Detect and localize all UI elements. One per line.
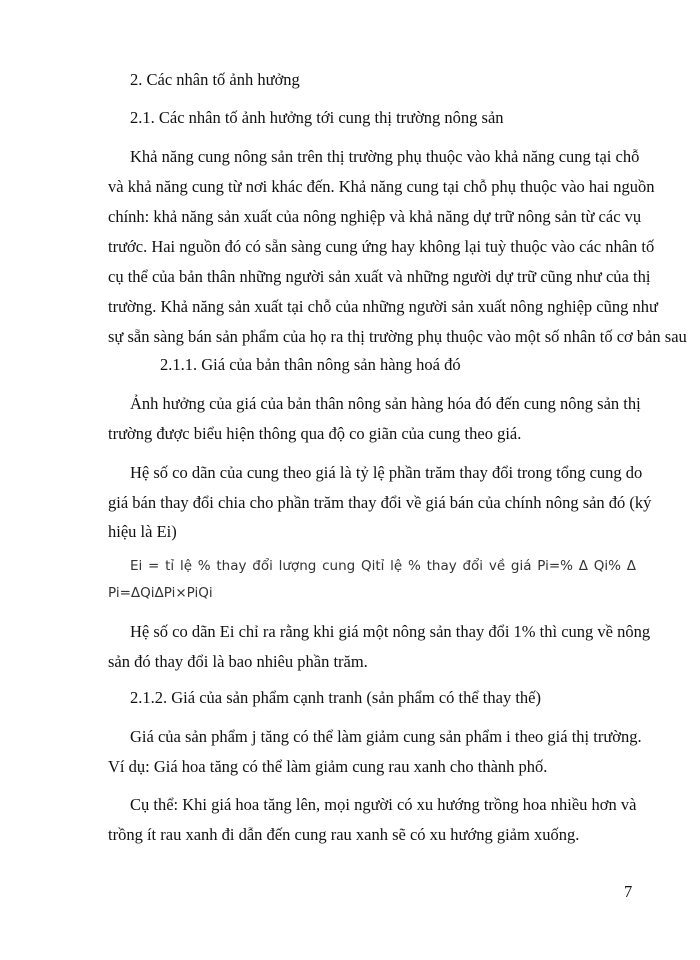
paragraph-line: Ví dụ: Giá hoa tăng có thể làm giảm cung rau xanh cho thành phố. bbox=[108, 757, 548, 776]
heading-section-2-1-1: 2.1.1. Giá của bản thân nông sản hàng hoá đó bbox=[160, 355, 461, 374]
paragraph-line: Cụ thể: Khi giá hoa tăng lên, mọi người có xu hướng trồng hoa nhiều hơn và bbox=[130, 795, 637, 814]
paragraph-line: cụ thể của bản thân những người sản xuất và những người dự trữ cũng như của thị bbox=[108, 267, 651, 286]
heading-section-2: 2. Các nhân tố ảnh hưởng bbox=[130, 70, 300, 89]
paragraph-line: và khả năng cung từ nơi khác đến. Khả năng cung tại chỗ phụ thuộc vào hai nguồn bbox=[108, 177, 655, 196]
paragraph-line: trường được biểu hiện thông qua độ co giãn của cung theo giá. bbox=[108, 424, 522, 443]
paragraph-line: trồng ít rau xanh đi dẫn đến cung rau xanh sẽ có xu hướng giảm xuống. bbox=[108, 825, 580, 844]
paragraph-line: trường. Khả năng sản xuất tại chỗ của những người sản xuất nông nghiệp cũng như bbox=[108, 297, 658, 316]
paragraph-line: trước. Hai nguồn đó có sẵn sàng cung ứng hay không lại tuỳ thuộc vào các nhân tố bbox=[108, 237, 655, 256]
formula-line: Pi=ΔQiΔPi×PiQi bbox=[108, 585, 213, 601]
paragraph-line: Hệ số co dãn Ei chỉ ra rằng khi giá một nông sản thay đổi 1% thì cung về nông bbox=[130, 622, 651, 641]
paragraph-line: Ảnh hưởng của giá của bản thân nông sản hàng hóa đó đến cung nông sản thị bbox=[130, 394, 641, 413]
page-number: 7 bbox=[624, 882, 633, 901]
formula-line: Ei = tỉ lệ % thay đổi lượng cung Qitỉ lệ % thay đổi về giá Pi=% Δ Qi% Δ bbox=[130, 558, 636, 574]
paragraph-line: hiệu là Ei) bbox=[108, 522, 177, 541]
heading-section-2-1-2: 2.1.2. Giá của sản phẩm cạnh tranh (sản phẩm có thể thay thế) bbox=[130, 688, 541, 707]
paragraph-line: sự sẵn sàng bán sản phẩm của họ ra thị trường phụ thuộc vào một số nhân tố cơ bản sau bbox=[108, 327, 687, 346]
paragraph-line: Khả năng cung nông sản trên thị trường phụ thuộc vào khả năng cung tại chỗ bbox=[130, 147, 640, 166]
paragraph-line: giá bán thay đổi chia cho phần trăm thay đổi về giá bán của chính nông sản đó (ký bbox=[108, 493, 652, 512]
paragraph-line: Giá của sản phẩm j tăng có thể làm giảm cung sản phẩm i theo giá thị trường. bbox=[130, 727, 642, 746]
paragraph-line: Hệ số co dãn của cung theo giá là tỷ lệ phần trăm thay đổi trong tổng cung do bbox=[130, 463, 643, 482]
heading-section-2-1: 2.1. Các nhân tố ảnh hưởng tới cung thị trường nông sản bbox=[130, 108, 504, 127]
paragraph-line: chính: khả năng sản xuất của nông nghiệp và khả năng dự trữ nông sản từ các vụ bbox=[108, 207, 642, 226]
paragraph-line: sản đó thay đổi là bao nhiêu phần trăm. bbox=[108, 652, 368, 671]
